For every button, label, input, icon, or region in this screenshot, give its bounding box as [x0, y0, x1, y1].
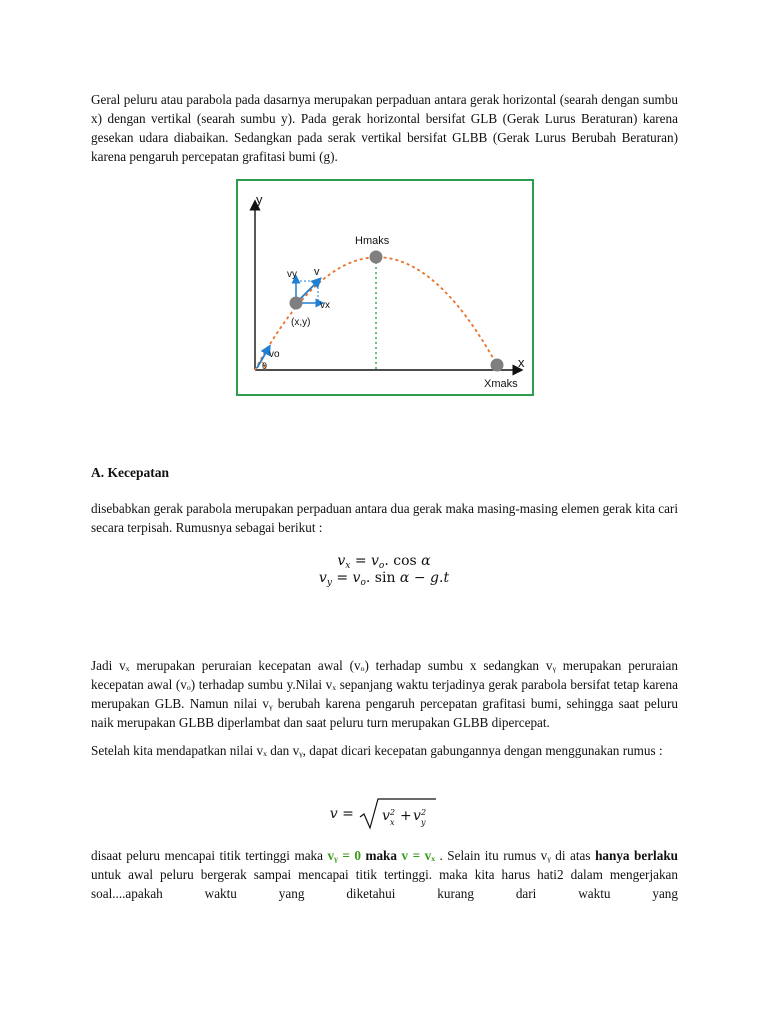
vy-zero-highlight: vᵧ = 0 — [327, 848, 361, 863]
svg-text:2: 2 — [390, 808, 396, 817]
v-equals-vx-highlight: v = vₓ — [401, 848, 435, 863]
ball-xy — [290, 297, 303, 310]
projectile-figure — [236, 179, 534, 396]
ball-peak — [370, 251, 383, 264]
equation-vy: $v_y = v_o$. sin α − g.t — [318, 570, 450, 588]
equation-resultant-velocity: v = v 2 x + v 2 y — [0, 797, 768, 831]
label-hmaks: Hmaks — [355, 235, 390, 247]
svg-text:v: v — [382, 808, 391, 824]
label-theta: θ — [262, 361, 268, 371]
section-a-heading: A. Kecepatan — [91, 465, 169, 480]
label-xmaks: Xmaks — [484, 378, 518, 390]
intro-paragraph: Geral peluru atau parabola pada dasarnya merupakan perpaduan antara gerak horizontal (searah dengan sumbu x) dengan vertikal (searah sumbu y). Pada gerak horizontal bersifat GLB (Gerak Lurus Beraturan) karena gesekan udara diabaikan. Sedangkan pada serak vertikal bersifat GLBB (Gerak Lurus Berubah Beraturan) karena pengaruh percepatan grafitasi bumi (g). — [91, 92, 678, 164]
label-vo: vo — [269, 349, 280, 360]
hanya-berlaku-bold: hanya berlaku — [595, 848, 678, 863]
label-vy: vy — [287, 269, 297, 280]
svg-text:v: v — [413, 808, 422, 824]
section-a-paragraph-2: Jadi vₓ merupakan peruraian kecepatan awal (vₒ) terhadap sumbu x sedangkan vᵧ merupakan peruraian kecepatan awal (vₒ) terhadap sumbu y.Nilai vₓ sepanjang waktu terjadinya gerak parabola bersifat tetap karena merupakan GLB. Namun nilai vᵧ berubah karena pengaruh percepatan grafitasi bumi, sehingga saat peluru naik merupakan GLBB diperlambat dan saat peluru turn merupakan GLBB dipercepat. — [91, 658, 678, 730]
label-xy: (x,y) — [291, 317, 311, 328]
section-a-paragraph-1: disebabkan gerak parabola merupakan perpaduan antara dua gerak maka masing-masing elemen gerak kita cari secara terpisah. Rumusnya sebagai berikut : — [91, 501, 678, 535]
section-a-paragraph-3: Setelah kita mendapatkan nilai vₓ dan vᵧ, dapat dicari kecepatan gabungannya dengan menggunakan rumus : — [91, 743, 663, 758]
svg-text:2: 2 — [421, 808, 427, 817]
svg-text:+: + — [400, 808, 412, 824]
ball-landing — [491, 359, 504, 372]
label-x: x — [518, 355, 525, 370]
label-v: v — [314, 266, 320, 278]
equation-vx: $v_x = v_o$. cos α — [337, 553, 431, 571]
sqrt-sign — [358, 797, 438, 831]
section-a-paragraph-4: disaat peluru mencapai titik tertinggi maka vᵧ = 0 maka v = vₓ . Selain itu rumus vᵧ di atas hanya berlaku untuk awal peluru bergerak sampai mencapai titik tertinggi. maka kita harus hati2 dalam mengerjakan soal....apakah waktu yang diketahui kurang dari waktu yang — [91, 848, 678, 901]
label-vx: vx — [320, 300, 330, 311]
svg-text:y: y — [421, 818, 426, 827]
label-y: y — [256, 192, 263, 207]
svg-text:x: x — [390, 818, 395, 827]
projectile-diagram — [238, 181, 532, 394]
